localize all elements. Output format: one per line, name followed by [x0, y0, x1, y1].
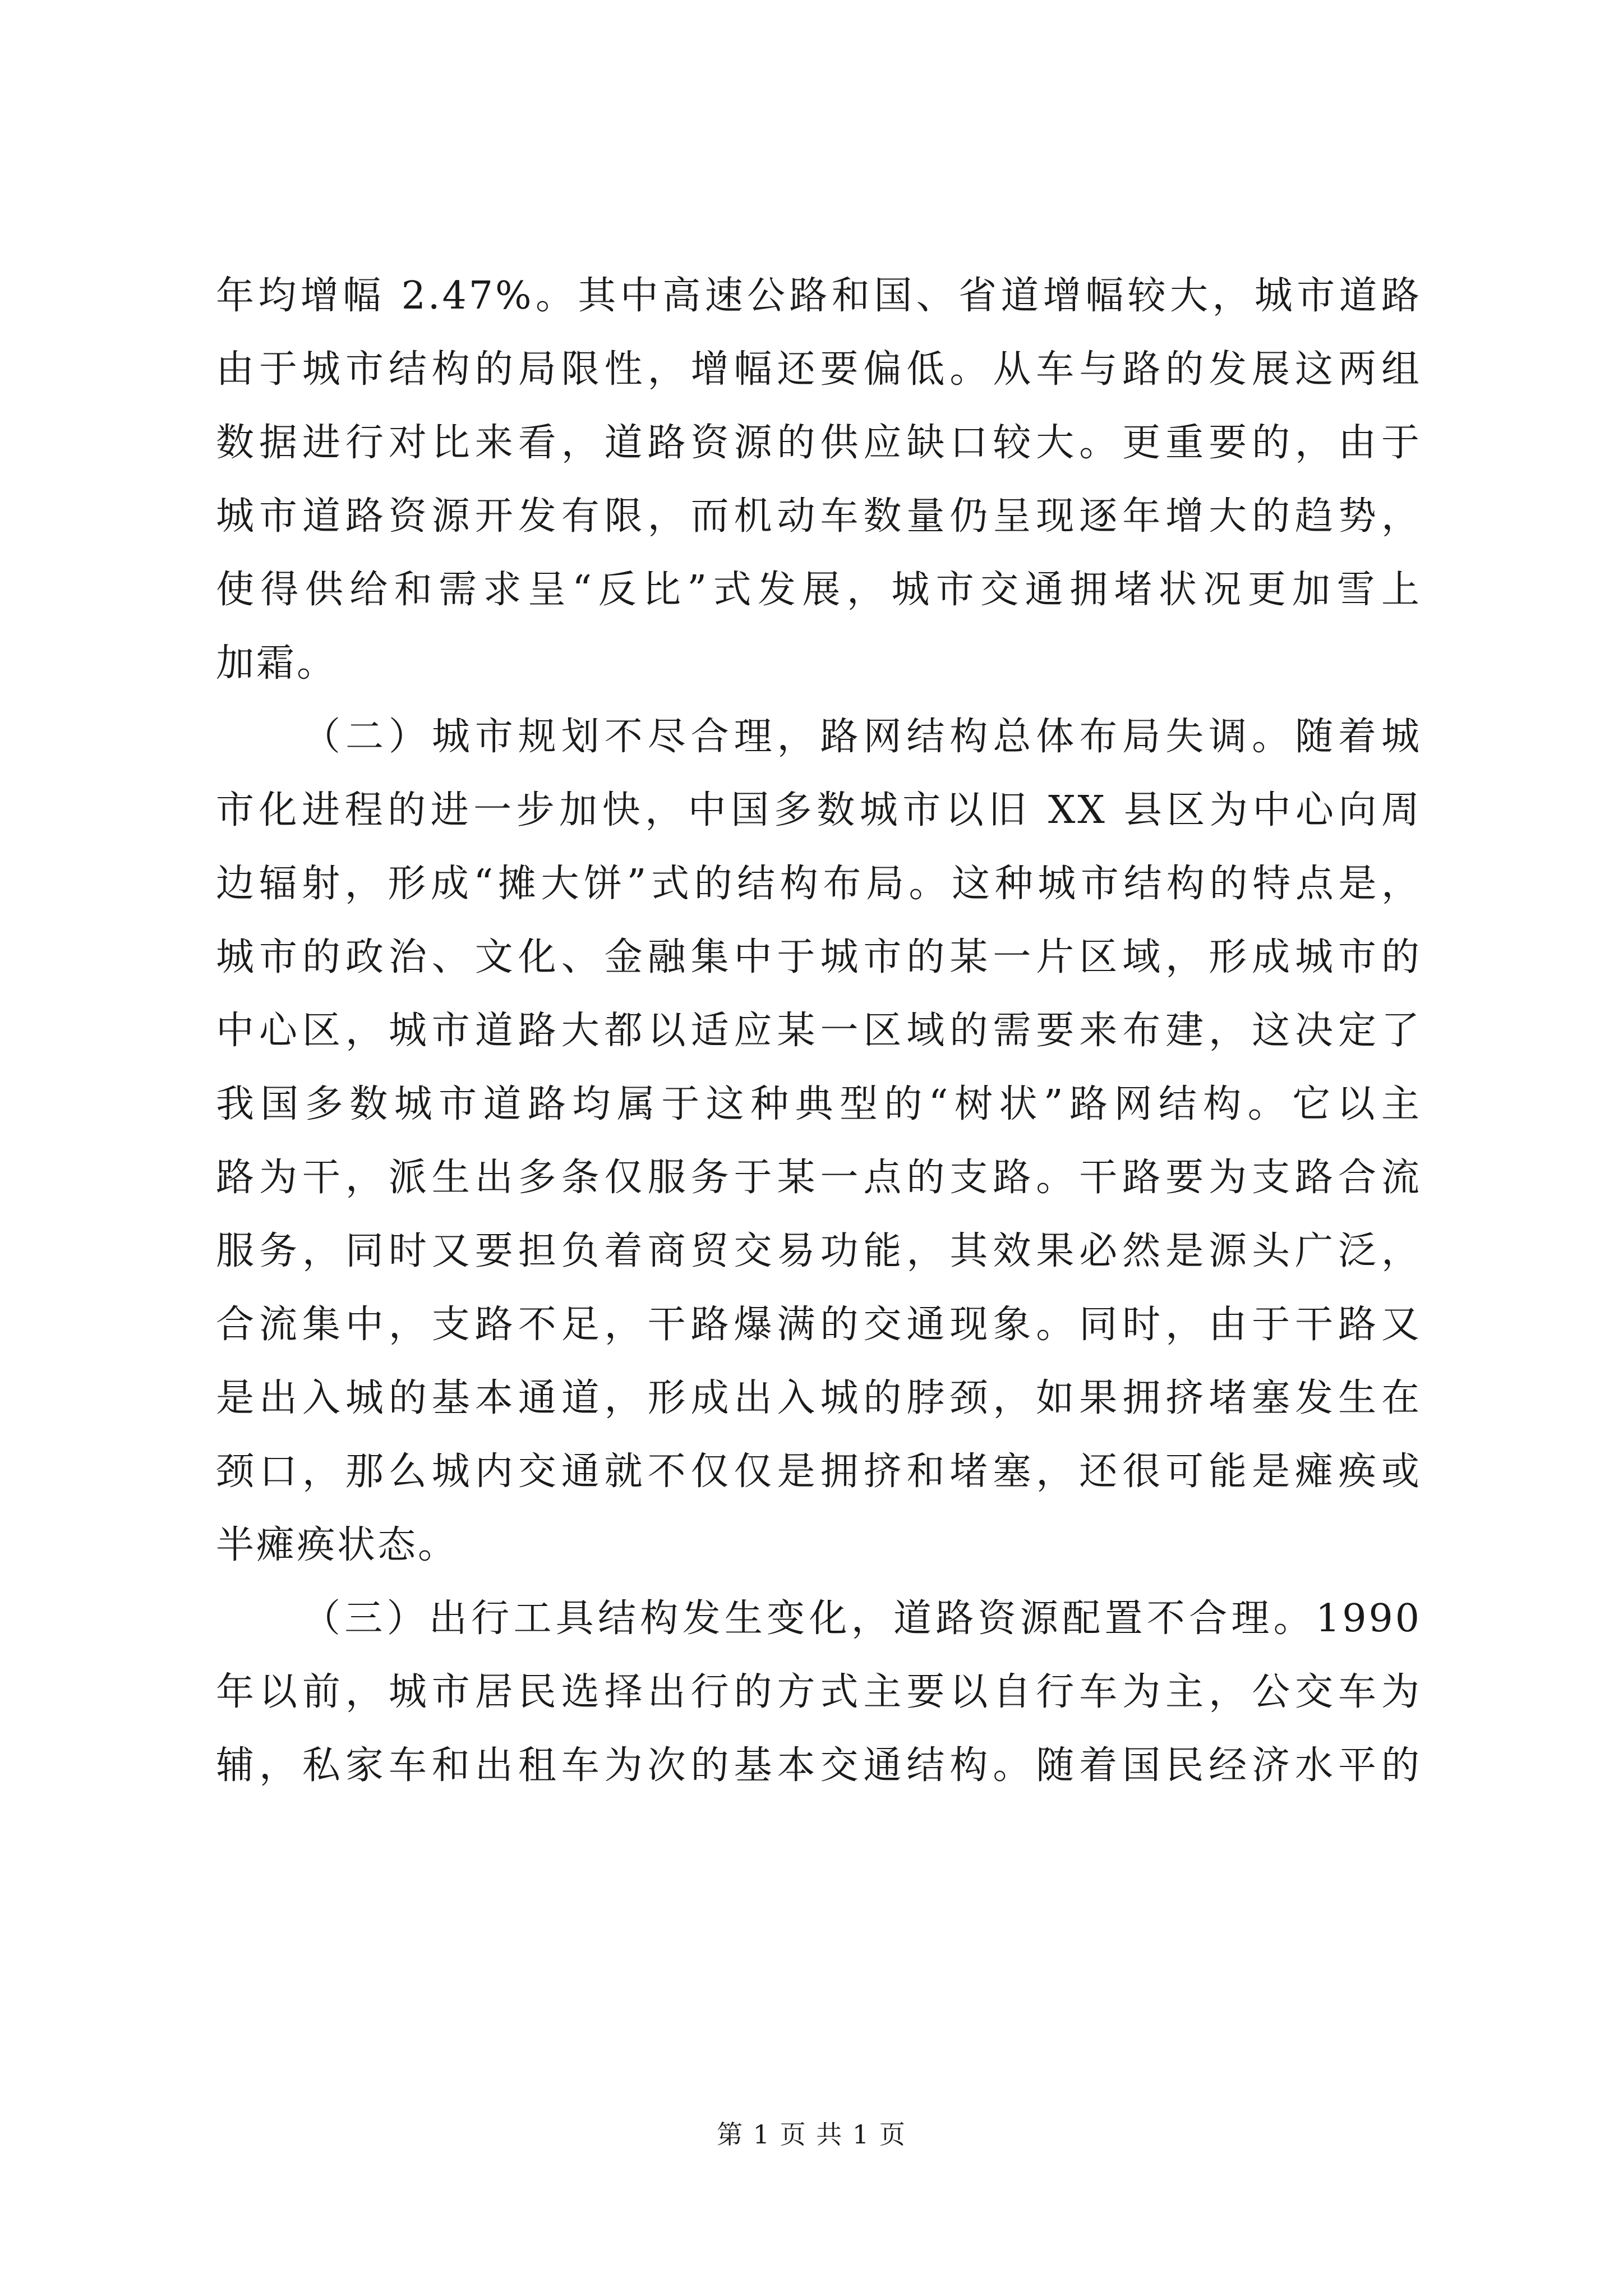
text-line: （三）出行工具结构发生变化，道路资源配置不合理。1990: [302, 1596, 1422, 1641]
text-line: 加霜。: [216, 641, 338, 685]
text-line: 我国多数城市道路均属于这种典型的“树状”路网结构。它以主: [216, 1082, 1422, 1126]
text-line: 使得供给和需求呈“反比”式发展，城市交通拥堵状况更加雪上: [216, 568, 1422, 612]
text-line: 颈口，那么城内交通就不仅仅是拥挤和堵塞，还很可能是瘫痪或: [216, 1450, 1422, 1494]
text-line: 由于城市结构的局限性，增幅还要偏低。从车与路的发展这两组: [216, 347, 1422, 392]
text-line: 路为干，派生出多条仅服务于某一点的支路。干路要为支路合流: [216, 1156, 1422, 1200]
text-line: 辅，私家车和出租车为次的基本交通结构。随着国民经济水平的: [216, 1743, 1422, 1788]
text-line: 城市的政治、文化、金融集中于城市的某一片区域，形成城市的: [216, 935, 1422, 979]
text-line: 服务，同时又要担负着商贸交易功能，其效果必然是源头广泛，: [216, 1229, 1422, 1273]
text-line: 中心区，城市道路大都以适应某一区域的需要来布建，这决定了: [216, 1009, 1422, 1053]
page-footer: 第 1 页 共 1 页: [717, 2119, 906, 2150]
text-line: 年均增幅 2.47%。其中高速公路和国、省道增幅较大，城市道路: [216, 274, 1422, 318]
text-line: （二）城市规划不尽合理，路网结构总体布局失调。随着城: [302, 715, 1422, 759]
text-line: 城市道路资源开发有限，而机动车数量仍呈现逐年增大的趋势，: [216, 494, 1422, 539]
text-line: 合流集中，支路不足，干路爆满的交通现象。同时，由于干路又: [216, 1303, 1422, 1347]
text-line: 年以前，城市居民选择出行的方式主要以自行车为主，公交车为: [216, 1670, 1422, 1714]
text-line: 数据进行对比来看，道路资源的供应缺口较大。更重要的，由于: [216, 421, 1422, 465]
body-text: [216, 259, 1422, 1802]
text-line: 是出入城的基本通道，形成出入城的脖颈，如果拥挤堵塞发生在: [216, 1376, 1422, 1420]
text-line: 市化进程的进一步加快，中国多数城市以旧 XX 县区为中心向周: [216, 788, 1422, 832]
text-line: 边辐射，形成“摊大饼”式的结构布局。这种城市结构的特点是，: [216, 862, 1422, 906]
text-line: 半瘫痪状态。: [216, 1523, 459, 1567]
